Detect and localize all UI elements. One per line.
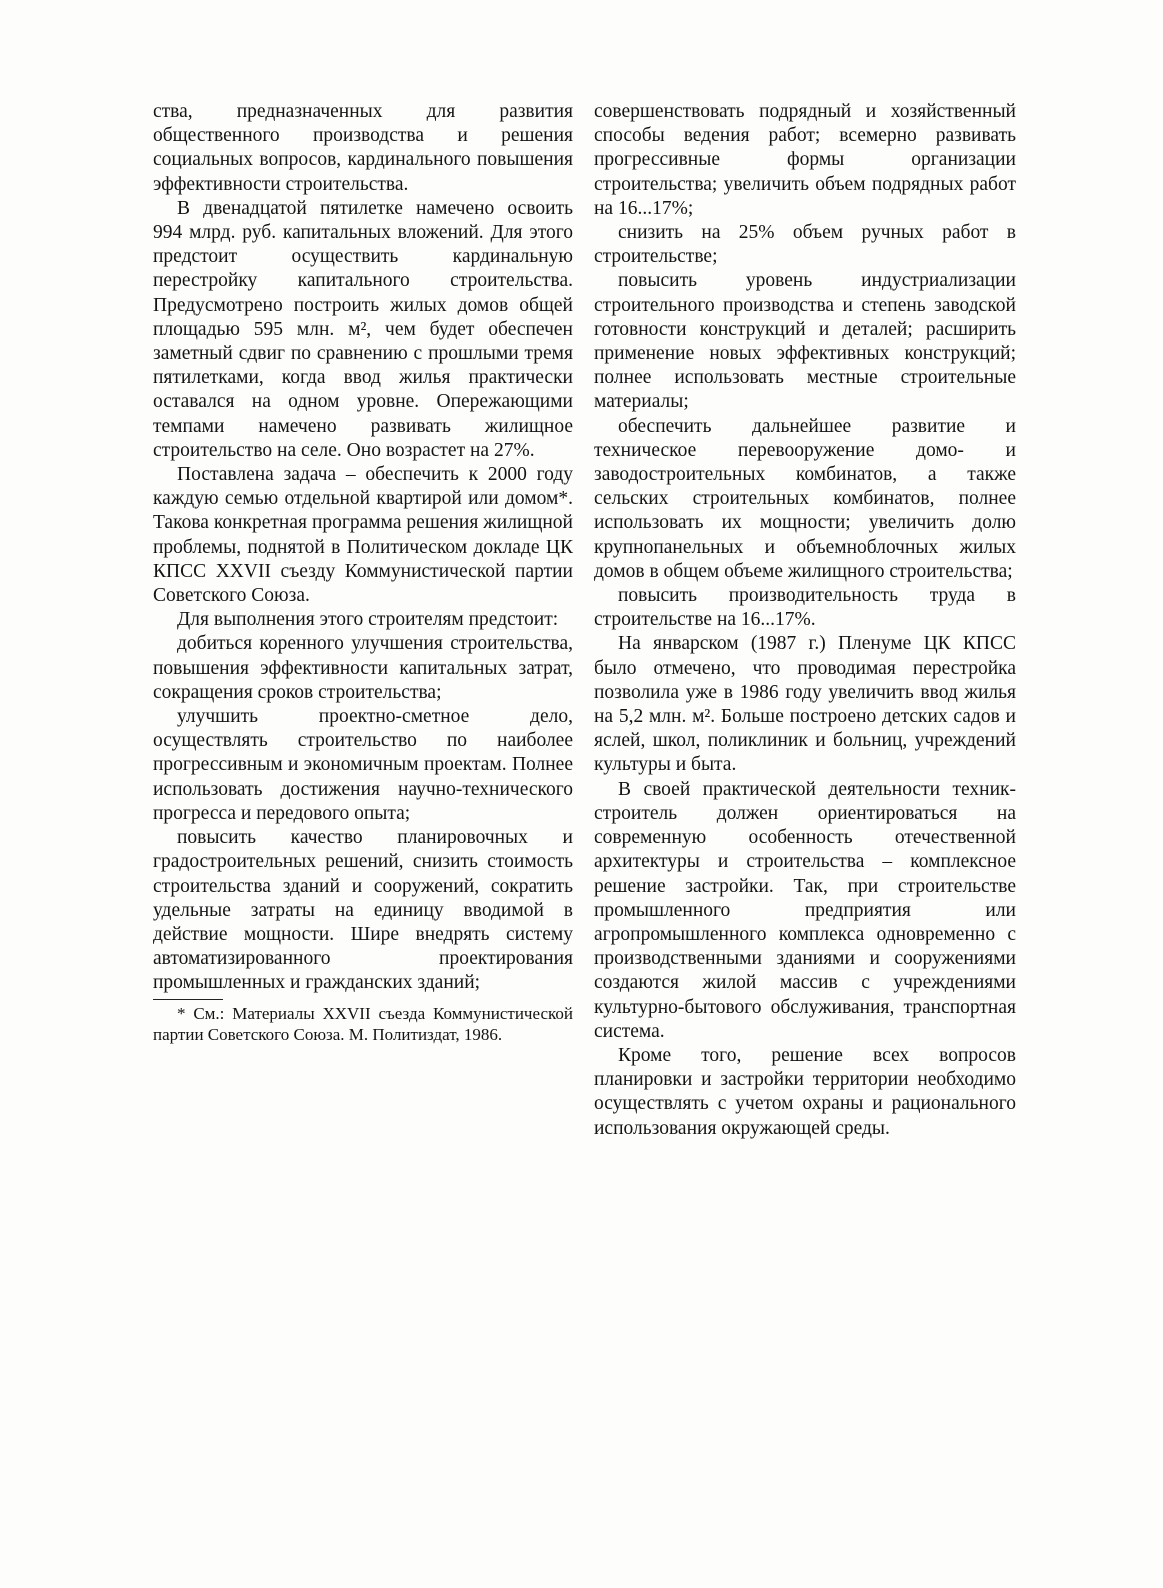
paragraph: Поставлена задача – обеспечить к 2000 году каждую семью отдельной квартирой или домом*. Такова конкретная программа решения жилищной проблемы, поднятой в Политическом докладе ЦК КПСС XXVII съезду Коммунистической партии Советского Союза. (153, 464, 573, 607)
left-text-column (153, 100, 573, 1045)
paragraph: Кроме того, решение всех вопросов планировки и застройки территории необходимо осуществлять с учетом охраны и рационального использования окружающей среды. (594, 1044, 1016, 1139)
paragraph: улучшить проектно-сметное дело, осуществлять строительство по наиболее прогрессивным и экономичным проектам. Полнее использовать достижения научно-технического прогресса и передового опыта; (153, 706, 573, 824)
paragraph: повысить уровень индустриализации строительного производства и степень заводской готовности конструкций и деталей; расширить применение новых эффективных конструкций; полнее использовать местные строительные материалы; (594, 270, 1016, 413)
paragraph: Для выполнения этого строителям предстоит: (177, 609, 559, 631)
paragraph: обеспечить дальнейшее развитие и техническое перевооружение домо- и заводостроительных комбинатов, а также сельских строительных комбинатов, полнее использовать их мощности; увеличить долю крупнопанельных и объемноблочных жилых домов в общем объеме жилищного строительства; (594, 415, 1016, 582)
paragraph: повысить производительность труда в строительстве на 16...17%. (594, 585, 1016, 631)
paragraph: повысить качество планировочных и градостроительных решений, снизить стоимость строительства зданий и сооружений, сократить удельные затраты на единицу вводимой в действие мощности. Шире внедрять систему автоматизированного проектирования промышленных и гражданских зданий; (153, 827, 573, 994)
paragraph: снизить на 25% объем ручных работ в строительстве; (594, 222, 1016, 268)
paragraph: ства, предназначенных для развития общественного производства и решения социальных вопросов, кардинального повышения эффективности строительства. (153, 101, 573, 195)
paragraph: На январском (1987 г.) Пленуме ЦК КПСС было отмечено, что проводимая перестройка позволила уже в 1986 году увеличить ввод жилья на 5,2 млн. м². Больше построено детских садов и яслей, школ, поликлиник и больниц, учреждений культуры и быта. (594, 633, 1016, 776)
footnote: * См.: Материалы XXVII съезда Коммунистической партии Советского Союза. М. Политиздат, 1986. (153, 1003, 573, 1044)
paragraph: В своей практической деятельности техник-строитель должен ориентироваться на современную особенность отечественной архитектуры и строительства – комплексное решение застройки. Так, при строительстве промышленного предприятия или агропромышленного комплекса одновременно с производственными зданиями и сооружениями создаются жилой массив с учреждениями культурно-бытового обслуживания, транспортная система. (594, 778, 1016, 1042)
footnote-divider (153, 999, 223, 1000)
paragraph: В двенадцатой пятилетке намечено освоить 994 млрд. руб. капитальных вложений. Для этого предстоит осуществить кардинальную перестройку капитального строительства. Предусмотрено построить жилых домов общей площадью 595 млн. м², чем будет обеспечен заметный сдвиг по сравнению с прошлыми тремя пятилетками, когда ввод жилья практически оставался на одном уровне. Опережающими темпами намечено развивать жилищное строительство на селе. Оно возрастет на 27%. (153, 197, 573, 461)
paragraph: добиться коренного улучшения строительства, повышения эффективности капитальных затрат, сокращения сроков строительства; (153, 633, 573, 703)
right-text-column (594, 100, 1016, 1141)
paragraph: совершенствовать подрядный и хозяйственный способы ведения работ; всемерно развивать прогрессивные формы организации строительства; увеличить объем подрядных работ на 16...17%; (594, 101, 1016, 219)
